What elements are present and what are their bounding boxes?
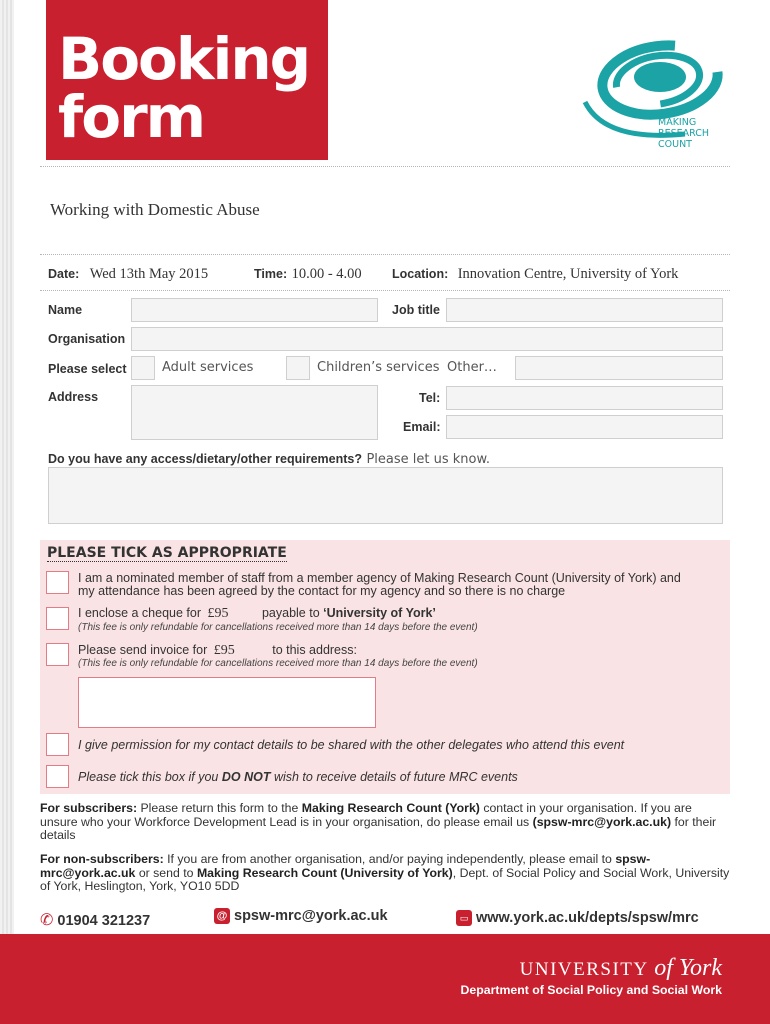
nonsub-mrc: Making Research Count (University of York): [196, 865, 453, 880]
university-logo: [520, 955, 722, 982]
subscribers-text: Please return this form to the: [140, 801, 299, 815]
title-line-1: Booking: [58, 25, 310, 93]
optout-emph: DO NOT: [221, 770, 271, 784]
organisation-label: Organisation: [48, 332, 126, 346]
requirements-field[interactable]: [48, 467, 723, 524]
requirements-hint: Please let us know.: [366, 452, 491, 467]
invoice-checkbox[interactable]: [46, 643, 69, 666]
address-label: Address: [48, 390, 99, 404]
website-contact[interactable]: [456, 910, 699, 926]
event-subject: Working with Domestic Abuse: [50, 200, 260, 219]
divider: [40, 254, 730, 255]
invoice-text: Please send invoice for: [78, 643, 208, 657]
job-title-label: Job title: [392, 303, 440, 317]
invoice-address-text: to this address:: [272, 643, 357, 657]
divider: [40, 166, 730, 167]
date-value: Wed 13th May 2015: [89, 266, 209, 282]
nonsubscribers-paragraph: [40, 853, 730, 894]
address-field[interactable]: [131, 385, 378, 440]
invoice-text-row: [78, 644, 357, 657]
invoice-amount: £95: [213, 643, 235, 658]
cheque-checkbox[interactable]: [46, 607, 69, 630]
department-name: Department of Social Policy and Social Work: [460, 983, 722, 997]
email-contact[interactable]: [214, 908, 388, 924]
requirements-prompt: [48, 450, 490, 468]
member-text-line-1: I am a nominated member of staff from a member agency of Making Research Count (University of York) and: [78, 571, 681, 585]
location-value: Innovation Centre, University of York: [457, 266, 679, 282]
name-label: Name: [48, 303, 83, 317]
subscribers-paragraph: [40, 802, 730, 843]
title-line-2: form: [58, 83, 205, 151]
invoice-address-field[interactable]: [78, 677, 376, 728]
event-time: [254, 265, 362, 283]
cheque-note: (This fee is only refundable for cancellations received more than 14 days before the event): [78, 622, 478, 633]
title-block: [46, 0, 328, 160]
member-agency-checkbox[interactable]: [46, 571, 69, 594]
email-label: Email:: [403, 420, 441, 434]
optout-pre: Please tick this box if you: [78, 770, 219, 784]
logo-text-count: COUNT: [658, 139, 692, 150]
permission-checkbox[interactable]: [46, 733, 69, 756]
subscribers-text: are unsure who your Workforce Development Lead is in your organisation, do please email us: [40, 801, 692, 829]
please-select-label: Please select: [48, 362, 127, 376]
childrens-services-label: Children’s services: [317, 360, 440, 375]
adult-services-label: Adult services: [162, 360, 254, 375]
logo-text-research: RESEARCH: [658, 128, 710, 139]
adult-services-checkbox[interactable]: [131, 356, 155, 380]
nonsub-text: If you are from another organisation, and/or paying independently, please email to: [167, 852, 612, 866]
nonsub-label: For non-subscribers:: [40, 852, 164, 866]
job-title-field[interactable]: [446, 298, 723, 322]
nonsub-email: spsw-mrc@york.ac.uk: [40, 852, 651, 880]
subscribers-mrc-york: Making Research Count (York): [301, 801, 480, 815]
time-label: Time:: [254, 267, 288, 281]
cheque-payable: payable to: [261, 606, 320, 620]
date-label: Date:: [48, 267, 80, 281]
laptop-icon: ▭: [456, 910, 472, 926]
name-field[interactable]: [131, 298, 378, 322]
location-label: Location:: [392, 267, 449, 281]
phone-contact[interactable]: [40, 910, 150, 930]
event-date: [48, 265, 208, 283]
of-york-script: of York: [654, 955, 722, 981]
website-url: www.york.ac.uk/depts/spsw/mrc: [476, 910, 699, 926]
logo-text: [658, 117, 709, 150]
at-icon: @: [214, 908, 230, 924]
requirements-question: Do you have any access/dietary/other requirements?: [48, 452, 363, 466]
subscribers-text: for their details: [40, 814, 717, 842]
permission-text: I give permission for my contact details to be shared with the other delegates who attend this event: [78, 738, 625, 752]
optout-post: wish to receive details of future MRC events: [273, 770, 518, 784]
optout-text-row: [78, 771, 518, 784]
nonsub-text: , Dept. of Social Policy and Social: [452, 865, 637, 880]
logo-text-making: MAKING: [658, 117, 697, 128]
email-field[interactable]: [446, 415, 723, 439]
nonsub-text: or send to: [138, 865, 194, 880]
tel-field[interactable]: [446, 386, 723, 410]
cheque-payee: ‘University of York’: [323, 606, 436, 620]
cheque-text: I enclose a cheque for: [78, 606, 201, 620]
cheque-amount: £95: [207, 606, 229, 621]
other-field[interactable]: [515, 356, 723, 380]
member-text-line-2: my attendance has been agreed by the contact for my agency and so there is no charge: [78, 584, 566, 598]
left-edge-strip: [0, 0, 14, 1024]
university-word: UNIVERSITY: [519, 959, 648, 980]
phone-icon: ✆: [40, 912, 54, 929]
member-agency-text: [78, 572, 681, 598]
tel-label: Tel:: [419, 391, 441, 405]
childrens-services-checkbox[interactable]: [286, 356, 310, 380]
invoice-note: (This fee is only refundable for cancellations received more than 14 days before the event): [78, 658, 478, 669]
phone-number: 01904 321237: [57, 913, 151, 929]
other-label: Other…: [447, 360, 497, 375]
organisation-field[interactable]: [131, 327, 723, 351]
optout-checkbox[interactable]: [46, 765, 69, 788]
time-value: 10.00 - 4.00: [291, 266, 362, 282]
subscribers-email: (spsw-mrc@york.ac.uk): [532, 814, 672, 829]
cheque-text-row: [78, 607, 436, 620]
tick-section-title: PLEASE TICK AS APPROPRIATE: [47, 545, 287, 561]
email-address: spsw-mrc@york.ac.uk: [234, 908, 388, 924]
event-location: [392, 265, 678, 283]
subscribers-text: contact in your organisation. If you: [483, 801, 671, 815]
divider: [40, 290, 730, 291]
subscribers-label: For subscribers:: [40, 801, 138, 815]
nonsub-address: Work, University of York, Heslington, York, YO10 5DD: [40, 865, 730, 893]
